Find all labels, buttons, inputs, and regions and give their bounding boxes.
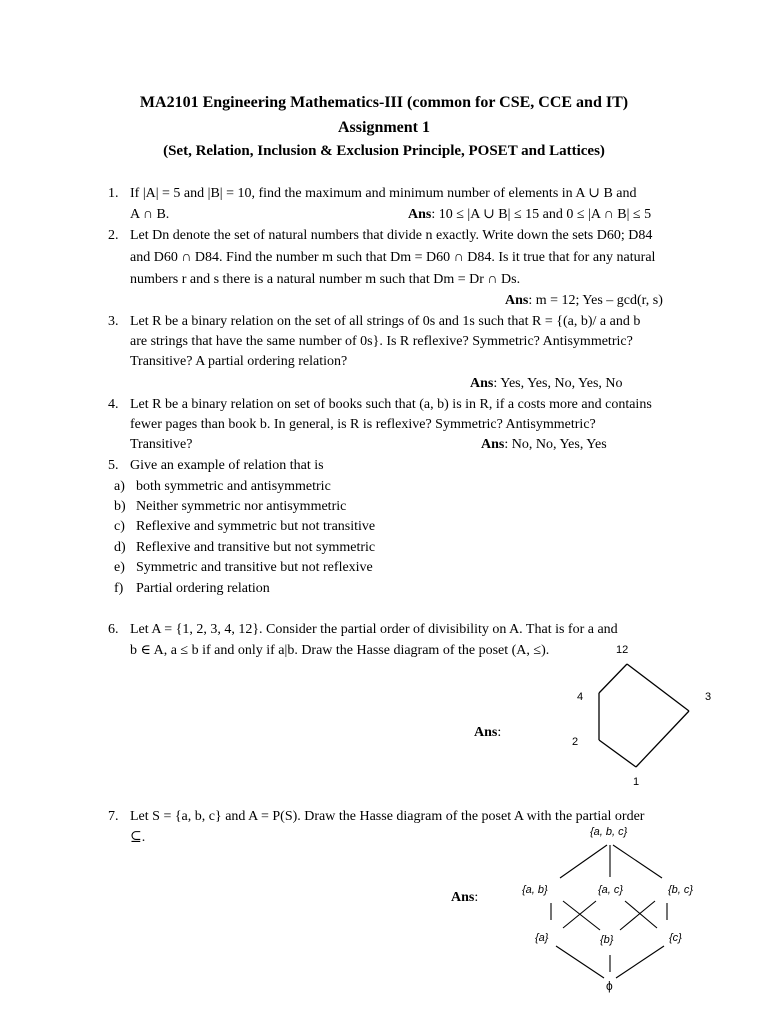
question-text: b ∈ A, a ≤ b if and only if a|b. Draw the Hasse diagram of the poset (A, ≤). <box>130 643 550 658</box>
answer-label: Ans <box>481 437 505 452</box>
question-number: 5. <box>108 458 119 473</box>
list-item: Reflexive and transitive but not symmetric <box>136 540 376 555</box>
list-item: Partial ordering relation <box>136 581 270 596</box>
question-text: Transitive? A partial ordering relation? <box>130 354 348 369</box>
node-set-b: {b} <box>600 934 614 946</box>
list-item-label: d) <box>114 540 126 555</box>
assignment-subtitle: Assignment 1 <box>337 119 430 136</box>
topics-line: (Set, Relation, Inclusion & Exclusion Principle, POSET and Lattices) <box>163 143 605 159</box>
question-text: Let R be a binary relation on the set of all strings of 0s and 1s such that R = {(a, b)/ a and b <box>130 314 641 329</box>
question-number: 3. <box>108 314 119 329</box>
answer-text: : 10 ≤ |A ∪ B| ≤ 15 and 0 ≤ |A ∩ B| ≤ 5 <box>431 207 652 222</box>
list-item-label: b) <box>114 499 126 514</box>
question-number: 7. <box>108 809 119 824</box>
list-item: Neither symmetric nor antisymmetric <box>136 499 347 514</box>
question-number: 1. <box>108 186 119 201</box>
question-text: If |A| = 5 and |B| = 10, find the maximum and minimum number of elements in A ∪ B and <box>130 186 637 201</box>
question-number: 6. <box>108 622 119 637</box>
answer-label: Ans <box>408 207 432 222</box>
question-text: and D60 ∩ D84. Find the number m such that Dm = D60 ∩ D84. Is it true that for any natural <box>130 250 656 265</box>
question-text: ⊆. <box>130 830 146 845</box>
answer-label: Ans <box>474 725 498 740</box>
list-item: Symmetric and transitive but not reflexive <box>136 560 373 575</box>
edge-c-empty <box>616 946 664 978</box>
node-set-bc: {b, c} <box>668 884 694 896</box>
node-empty-set: ϕ <box>606 979 613 993</box>
question-text: Let Dn denote the set of natural numbers that divide n exactly. Write down the sets D60; D84 <box>130 228 653 243</box>
answer-label: Ans <box>505 293 529 308</box>
edge-abc-ab <box>560 845 607 878</box>
list-item-label: f) <box>114 581 124 596</box>
node-4: 4 <box>577 691 584 703</box>
node-12: 12 <box>616 644 629 656</box>
question-text: are strings that have the same number of 0s}. Is R reflexive? Symmetric? Antisymmetric? <box>130 334 633 349</box>
answer-text: : Yes, Yes, No, Yes, No <box>493 376 623 391</box>
question-text: Let S = {a, b, c} and A = P(S). Draw the Hasse diagram of the poset A with the partial order <box>130 809 645 824</box>
question-text: A ∩ B. <box>130 207 170 222</box>
list-item-label: a) <box>114 479 125 494</box>
edge-bc-b <box>620 901 655 930</box>
answer-text: : m = 12; Yes – gcd(r, s) <box>528 293 663 308</box>
edge-a-empty <box>556 946 604 978</box>
node-2: 2 <box>572 736 579 748</box>
node-set-ac: {a, c} <box>598 884 624 896</box>
answer-colon: : <box>474 890 479 905</box>
page-title: MA2101 Engineering Mathematics-III (common for CSE, CCE and IT) <box>139 94 629 111</box>
question-text: Transitive? <box>130 437 193 452</box>
node-set-abc: {a, b, c} <box>590 826 628 838</box>
list-item-label: e) <box>114 560 125 575</box>
question-text: Give an example of relation that is <box>130 458 324 473</box>
question-text: Let R be a binary relation on set of books such that (a, b) is in R, if a costs more and contains <box>130 397 652 412</box>
node-3: 3 <box>705 691 712 703</box>
question-text: numbers r and s there is a natural number m such that Dm = Dr ∩ Ds. <box>130 272 521 287</box>
node-set-ab: {a, b} <box>522 884 548 896</box>
node-1: 1 <box>633 776 640 788</box>
edge-ac-c <box>625 901 657 928</box>
node-set-a: {a} <box>535 932 549 944</box>
question-text: fewer pages than book b. In general, is R is reflexive? Symmetric? Antisymmetric? <box>130 417 596 432</box>
question-number: 2. <box>108 228 119 243</box>
edge-abc-bc <box>613 845 662 878</box>
list-item: both symmetric and antisymmetric <box>136 479 331 494</box>
list-item: Reflexive and symmetric but not transitive <box>136 519 376 534</box>
question-text: Let A = {1, 2, 3, 4, 12}. Consider the partial order of divisibility on A. That is for a and <box>130 622 618 637</box>
answer-label: Ans <box>451 890 475 905</box>
node-set-c: {c} <box>669 932 682 944</box>
answer-label: Ans <box>470 376 494 391</box>
question-number: 4. <box>108 397 119 412</box>
answer-text: : No, No, Yes, Yes <box>504 437 607 452</box>
edge-ab-b <box>563 901 600 930</box>
list-item-label: c) <box>114 519 125 534</box>
answer-colon: : <box>497 725 502 740</box>
